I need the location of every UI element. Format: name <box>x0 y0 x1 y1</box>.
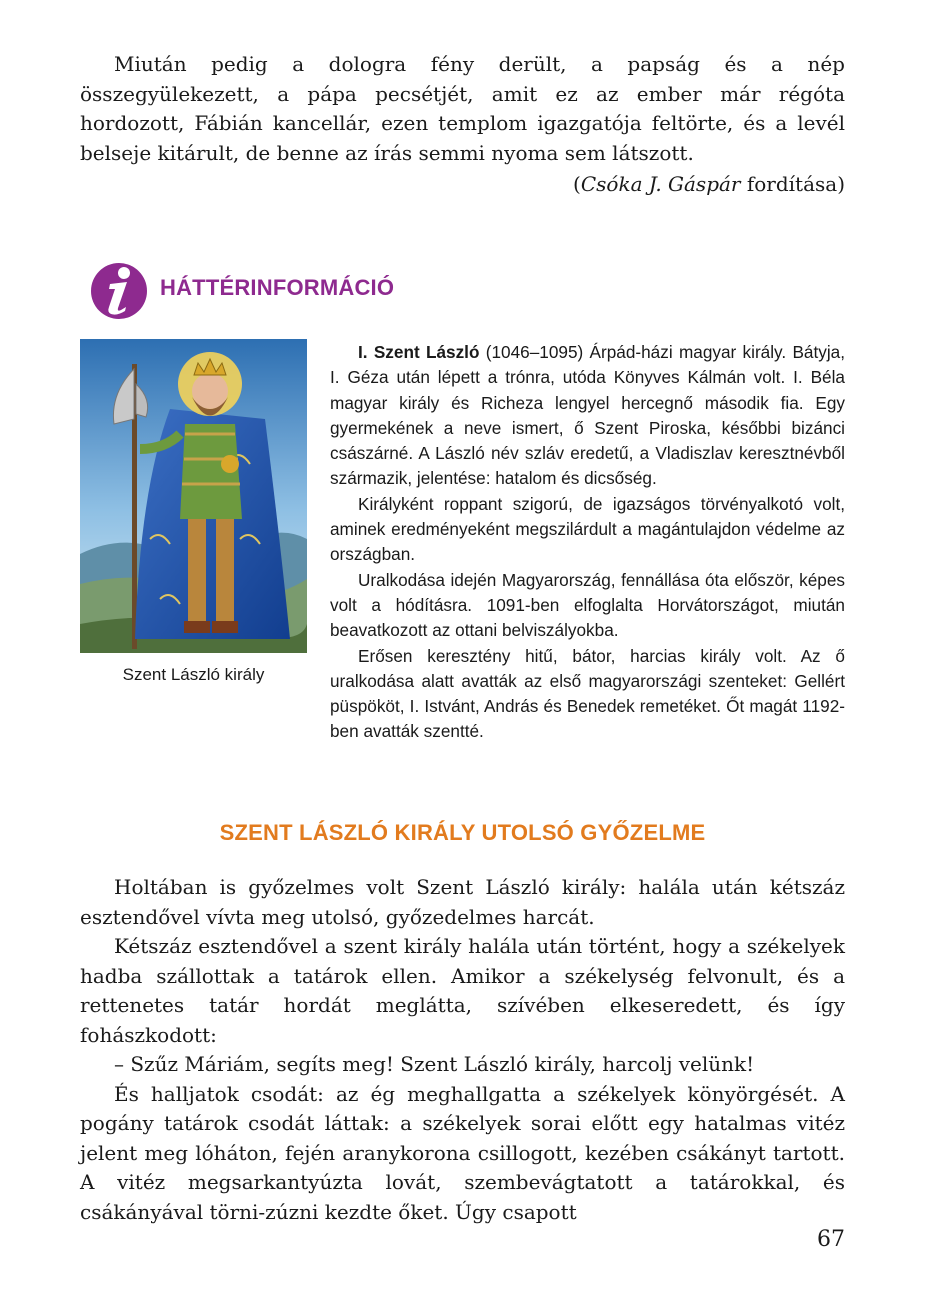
info-paragraph: Királyként roppant szigorú, de igazságos törvényalkotó volt, aminek eredményeként megszilárdult a magántulajdon védelme az országban. <box>330 493 845 565</box>
story-text <box>80 873 845 1227</box>
saint-laszlo-portrait <box>80 339 307 653</box>
info-box-text <box>330 340 845 745</box>
info-box-title: HÁTTÉRINFORMÁCIÓ <box>160 275 395 300</box>
info-i-icon <box>88 258 150 320</box>
intro-text <box>80 50 845 168</box>
story-paragraph: Kétszáz esztendővel a szent király halála után történt, hogy a székelyek hadba szállottak a tatárok ellen. Amikor a székelység felvonult, és a rettenetes tatár hordát meglátta, szívében elkeseredett, és így fohászkodott: <box>80 934 845 1047</box>
story-paragraph: És halljatok csodát: az ég meghallgatta a székelyek könyörgését. A pogány tatárok csodát láttak: a székelyek sorai előtt egy hatalmas vitéz jelent meg lóháton, fején aranykorona csillogott, kezében csákányt tartott. A vitéz megsarkantyúzta lovát, szembevágtatott a tatárokkal, és csákányával törni-zúzni kezdte őket. Úgy csapott <box>80 1081 845 1224</box>
info-paragraph: Erősen keresztény hitű, bátor, harcias király volt. Az ő uralkodása alatt avatták az első magyarországi szenteket: Gellért püspököt, I. Istvánt, András és Benedek remetéket. Őt magát 1192-ben avatták szentté. <box>330 645 845 742</box>
info-paragraph: I. Szent László (1046–1095) Árpád-házi magyar király. Bátyja, I. Géza után lépett a trónra, utóda Könyves Kálmán volt. I. Béla magyar király és Richeza lengyel hercegnő második fia. Egy gyermekének a neve ismert, ő Szent Piroska, későbbi bizánci császárné. A László név szláv eredetű, a Vladiszlav keresztnévből származik, jelentése: hatalom és dicsőség. <box>330 342 845 489</box>
intro-paragraph: Miután pedig a dologra fény derült, a papság és a nép összegyülekezett, a pápa pecsétjét, amit ez az ember már régóta hordozott, Fábián kancellár, ezen templom igazgatója feltörte, és a levél belseje kitárult, de benne az írás semmi nyoma sem látszott. <box>80 52 845 165</box>
story-title: SZENT LÁSZLÓ KIRÁLY UTOLSÓ GYŐZELME <box>219 820 706 845</box>
translation-attribution: (Csóka J. Gáspár fordítása) <box>573 172 845 196</box>
page-number: 67 <box>817 1227 845 1252</box>
story-paragraph: – Szűz Máriám, segíts meg! Szent László király, harcolj velünk! <box>114 1052 755 1076</box>
info-box-header <box>88 258 588 320</box>
portrait-illustration <box>80 339 307 653</box>
lead-name: I. Szent László <box>358 342 480 362</box>
info-paragraph: Uralkodása idején Magyarország, fennállása óta először, képes volt a hódításra. 1091-ben elfoglalta Horvátországot, miután beavatkozott az ottani belviszályokba. <box>330 569 845 641</box>
translator-name: Csóka J. Gáspár <box>580 172 741 196</box>
story-paragraph: Holtában is győzelmes volt Szent László király: halála után kétszáz esztendővel vívta meg utolsó, győzedelmes harcát. <box>80 875 845 929</box>
portrait-caption: Szent László király <box>122 665 265 684</box>
